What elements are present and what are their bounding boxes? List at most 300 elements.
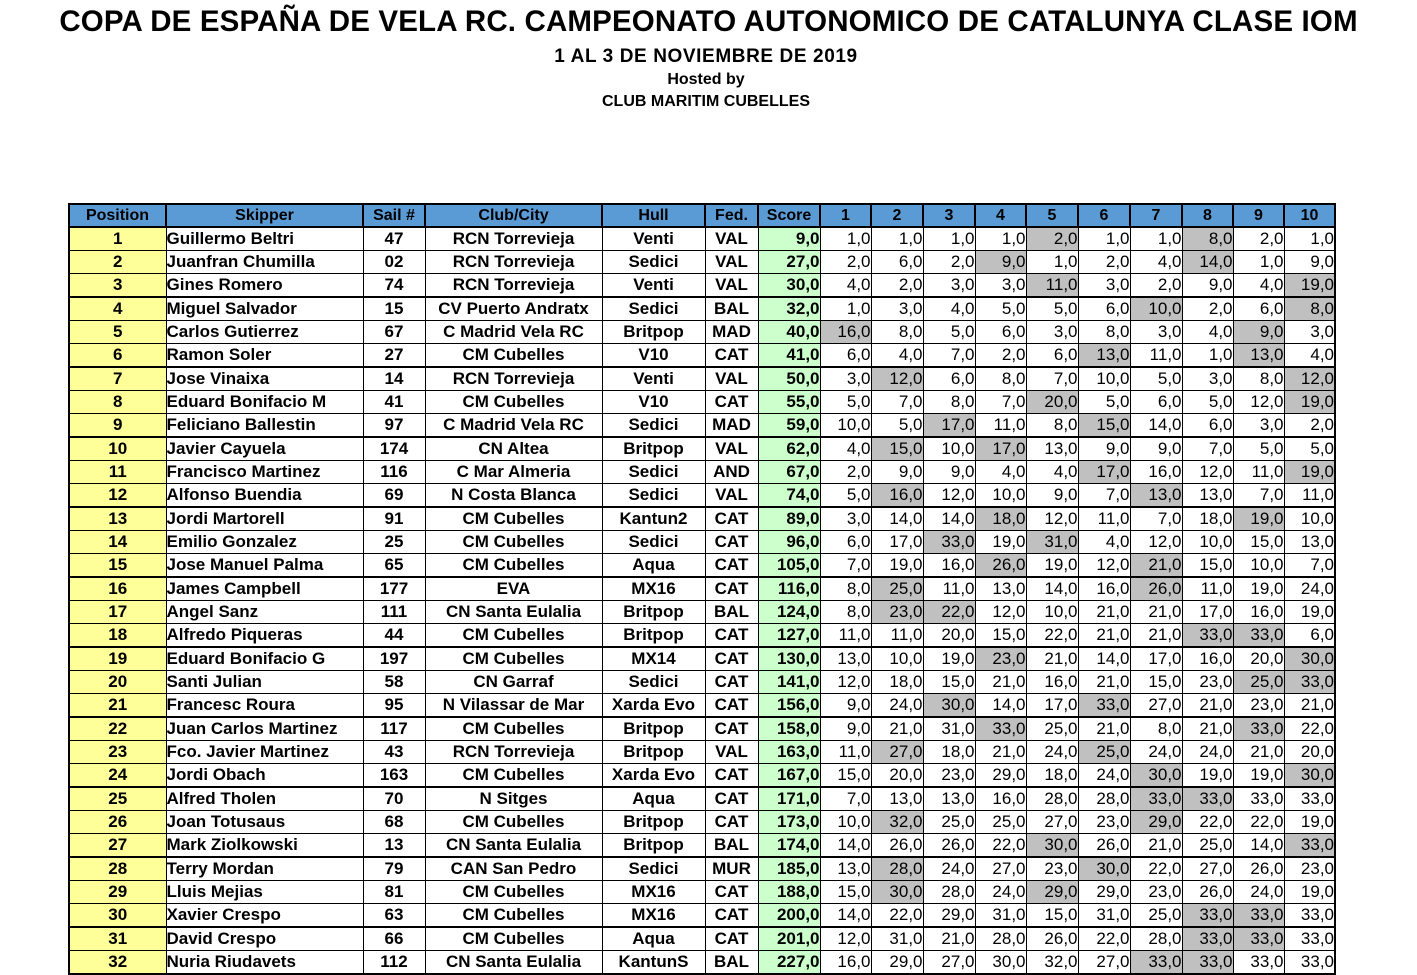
race-3-cell: 33,0	[923, 531, 975, 554]
position-cell: 21	[69, 694, 166, 718]
race-5-cell: 1,0	[1026, 251, 1078, 274]
race-6-cell: 21,0	[1078, 717, 1130, 741]
federation-cell: CAT	[705, 881, 758, 904]
skipper-cell: Francesc Roura	[166, 694, 363, 718]
score-cell: 188,0	[758, 881, 820, 904]
skipper-cell: David Crespo	[166, 927, 363, 951]
score-cell: 174,0	[758, 834, 820, 858]
race-3-cell: 7,0	[923, 344, 975, 368]
club-cell: CAN San Pedro	[425, 857, 602, 881]
sail-number-cell: 79	[363, 857, 425, 881]
race-5-cell: 18,0	[1026, 764, 1078, 788]
race-6-cell: 17,0	[1078, 461, 1130, 484]
col-header-race-2: 2	[871, 204, 923, 227]
race-2-cell: 26,0	[871, 834, 923, 858]
race-2-cell: 27,0	[871, 741, 923, 764]
race-10-cell: 13,0	[1284, 531, 1335, 554]
club-cell: CM Cubelles	[425, 811, 602, 834]
race-10-cell: 30,0	[1284, 764, 1335, 788]
sail-number-cell: 66	[363, 927, 425, 951]
col-header-fed: Fed.	[705, 204, 758, 227]
race-1-cell: 1,0	[820, 297, 871, 321]
race-5-cell: 11,0	[1026, 274, 1078, 298]
race-2-cell: 25,0	[871, 577, 923, 601]
score-cell: 130,0	[758, 647, 820, 671]
race-7-cell: 23,0	[1130, 881, 1182, 904]
race-6-cell: 33,0	[1078, 694, 1130, 718]
federation-cell: CAT	[705, 694, 758, 718]
position-cell: 11	[69, 461, 166, 484]
race-2-cell: 10,0	[871, 647, 923, 671]
table-row	[69, 367, 1335, 391]
race-7-cell: 10,0	[1130, 297, 1182, 321]
race-5-cell: 12,0	[1026, 507, 1078, 531]
skipper-cell: Francisco Martinez	[166, 461, 363, 484]
race-3-cell: 8,0	[923, 391, 975, 414]
skipper-cell: Guillermo Beltri	[166, 227, 363, 251]
table-row	[69, 927, 1335, 951]
position-cell: 13	[69, 507, 166, 531]
skipper-cell: Juanfran Chumilla	[166, 251, 363, 274]
race-1-cell: 7,0	[820, 787, 871, 811]
race-8-cell: 2,0	[1182, 297, 1233, 321]
skipper-cell: Emilio Gonzalez	[166, 531, 363, 554]
race-10-cell: 33,0	[1284, 927, 1335, 951]
col-header-score: Score	[758, 204, 820, 227]
race-8-cell: 24,0	[1182, 741, 1233, 764]
race-5-cell: 23,0	[1026, 857, 1078, 881]
race-7-cell: 3,0	[1130, 321, 1182, 344]
federation-cell: BAL	[705, 297, 758, 321]
race-4-cell: 33,0	[975, 717, 1026, 741]
race-4-cell: 12,0	[975, 601, 1026, 624]
race-3-cell: 26,0	[923, 834, 975, 858]
skipper-cell: Alfred Tholen	[166, 787, 363, 811]
club-cell: N Vilassar de Mar	[425, 694, 602, 718]
position-cell: 19	[69, 647, 166, 671]
race-1-cell: 13,0	[820, 647, 871, 671]
club-cell: CM Cubelles	[425, 507, 602, 531]
race-10-cell: 19,0	[1284, 461, 1335, 484]
race-10-cell: 8,0	[1284, 297, 1335, 321]
federation-cell: VAL	[705, 437, 758, 461]
table-row	[69, 811, 1335, 834]
hull-cell: MX14	[602, 647, 705, 671]
col-header-race-3: 3	[923, 204, 975, 227]
race-2-cell: 13,0	[871, 787, 923, 811]
race-2-cell: 11,0	[871, 624, 923, 648]
race-7-cell: 8,0	[1130, 717, 1182, 741]
federation-cell: VAL	[705, 227, 758, 251]
col-header-race-9: 9	[1233, 204, 1284, 227]
race-7-cell: 30,0	[1130, 764, 1182, 788]
club-cell: CM Cubelles	[425, 624, 602, 648]
race-5-cell: 10,0	[1026, 601, 1078, 624]
race-9-cell: 2,0	[1233, 227, 1284, 251]
race-7-cell: 13,0	[1130, 484, 1182, 508]
race-3-cell: 6,0	[923, 367, 975, 391]
club-cell: CM Cubelles	[425, 344, 602, 368]
race-6-cell: 4,0	[1078, 531, 1130, 554]
race-6-cell: 16,0	[1078, 577, 1130, 601]
race-2-cell: 16,0	[871, 484, 923, 508]
hull-cell: Venti	[602, 367, 705, 391]
race-7-cell: 17,0	[1130, 647, 1182, 671]
race-6-cell: 14,0	[1078, 647, 1130, 671]
race-10-cell: 33,0	[1284, 951, 1335, 975]
race-3-cell: 28,0	[923, 881, 975, 904]
race-3-cell: 13,0	[923, 787, 975, 811]
score-cell: 167,0	[758, 764, 820, 788]
skipper-cell: Carlos Gutierrez	[166, 321, 363, 344]
skipper-cell: Jordi Obach	[166, 764, 363, 788]
skipper-cell: Javier Cayuela	[166, 437, 363, 461]
federation-cell: CAT	[705, 624, 758, 648]
skipper-cell: Juan Carlos Martinez	[166, 717, 363, 741]
race-6-cell: 8,0	[1078, 321, 1130, 344]
race-2-cell: 22,0	[871, 904, 923, 928]
sail-number-cell: 58	[363, 671, 425, 694]
club-cell: CM Cubelles	[425, 927, 602, 951]
race-4-cell: 4,0	[975, 461, 1026, 484]
race-5-cell: 9,0	[1026, 484, 1078, 508]
race-9-cell: 33,0	[1233, 904, 1284, 928]
race-3-cell: 17,0	[923, 414, 975, 438]
table-row	[69, 601, 1335, 624]
race-3-cell: 11,0	[923, 577, 975, 601]
col-header-race-7: 7	[1130, 204, 1182, 227]
table-row	[69, 227, 1335, 251]
race-3-cell: 19,0	[923, 647, 975, 671]
hull-cell: Britpop	[602, 834, 705, 858]
hull-cell: Sedici	[602, 857, 705, 881]
race-4-cell: 24,0	[975, 881, 1026, 904]
race-2-cell: 29,0	[871, 951, 923, 975]
table-row	[69, 297, 1335, 321]
position-cell: 6	[69, 344, 166, 368]
race-3-cell: 4,0	[923, 297, 975, 321]
race-7-cell: 25,0	[1130, 904, 1182, 928]
race-2-cell: 19,0	[871, 554, 923, 578]
federation-cell: VAL	[705, 274, 758, 298]
race-6-cell: 7,0	[1078, 484, 1130, 508]
race-5-cell: 32,0	[1026, 951, 1078, 975]
col-header-race-8: 8	[1182, 204, 1233, 227]
race-2-cell: 18,0	[871, 671, 923, 694]
score-cell: 163,0	[758, 741, 820, 764]
race-5-cell: 15,0	[1026, 904, 1078, 928]
race-6-cell: 11,0	[1078, 507, 1130, 531]
race-4-cell: 27,0	[975, 857, 1026, 881]
position-cell: 3	[69, 274, 166, 298]
race-9-cell: 24,0	[1233, 881, 1284, 904]
race-7-cell: 33,0	[1130, 787, 1182, 811]
sail-number-cell: 163	[363, 764, 425, 788]
table-row	[69, 881, 1335, 904]
score-cell: 40,0	[758, 321, 820, 344]
sail-number-cell: 02	[363, 251, 425, 274]
race-1-cell: 14,0	[820, 834, 871, 858]
race-1-cell: 12,0	[820, 927, 871, 951]
race-4-cell: 21,0	[975, 671, 1026, 694]
club-cell: CN Garraf	[425, 671, 602, 694]
race-1-cell: 4,0	[820, 437, 871, 461]
race-9-cell: 16,0	[1233, 601, 1284, 624]
hull-cell: Sedici	[602, 531, 705, 554]
club-cell: EVA	[425, 577, 602, 601]
federation-cell: CAT	[705, 344, 758, 368]
score-cell: 9,0	[758, 227, 820, 251]
race-9-cell: 4,0	[1233, 274, 1284, 298]
race-10-cell: 7,0	[1284, 554, 1335, 578]
col-header-hull: Hull	[602, 204, 705, 227]
club-cell: CM Cubelles	[425, 904, 602, 928]
sail-number-cell: 81	[363, 881, 425, 904]
hull-cell: Britpop	[602, 624, 705, 648]
race-8-cell: 8,0	[1182, 227, 1233, 251]
race-7-cell: 11,0	[1130, 344, 1182, 368]
race-4-cell: 25,0	[975, 811, 1026, 834]
club-cell: CN Santa Eulalia	[425, 951, 602, 975]
score-cell: 105,0	[758, 554, 820, 578]
col-header-race-1: 1	[820, 204, 871, 227]
skipper-cell: Eduard Bonifacio G	[166, 647, 363, 671]
race-7-cell: 21,0	[1130, 601, 1182, 624]
table-row	[69, 787, 1335, 811]
skipper-cell: Lluis Mejias	[166, 881, 363, 904]
table-row	[69, 857, 1335, 881]
position-cell: 12	[69, 484, 166, 508]
race-9-cell: 33,0	[1233, 624, 1284, 648]
race-1-cell: 15,0	[820, 764, 871, 788]
federation-cell: CAT	[705, 577, 758, 601]
race-10-cell: 9,0	[1284, 251, 1335, 274]
race-9-cell: 33,0	[1233, 787, 1284, 811]
sail-number-cell: 70	[363, 787, 425, 811]
sail-number-cell: 91	[363, 507, 425, 531]
score-cell: 89,0	[758, 507, 820, 531]
federation-cell: CAT	[705, 787, 758, 811]
federation-cell: CAT	[705, 647, 758, 671]
hull-cell: Venti	[602, 227, 705, 251]
race-10-cell: 19,0	[1284, 601, 1335, 624]
race-1-cell: 4,0	[820, 274, 871, 298]
sail-number-cell: 95	[363, 694, 425, 718]
skipper-cell: Xavier Crespo	[166, 904, 363, 928]
race-9-cell: 1,0	[1233, 251, 1284, 274]
hull-cell: Britpop	[602, 741, 705, 764]
results-table	[68, 203, 1336, 975]
race-9-cell: 3,0	[1233, 414, 1284, 438]
race-1-cell: 9,0	[820, 717, 871, 741]
score-cell: 124,0	[758, 601, 820, 624]
skipper-cell: Jose Manuel Palma	[166, 554, 363, 578]
race-2-cell: 15,0	[871, 437, 923, 461]
race-7-cell: 28,0	[1130, 927, 1182, 951]
race-8-cell: 18,0	[1182, 507, 1233, 531]
race-4-cell: 13,0	[975, 577, 1026, 601]
race-1-cell: 10,0	[820, 414, 871, 438]
hull-cell: Britpop	[602, 717, 705, 741]
race-9-cell: 26,0	[1233, 857, 1284, 881]
event-dates: 1 AL 3 DE NOVIEMBRE DE 2019	[554, 46, 858, 67]
race-9-cell: 19,0	[1233, 577, 1284, 601]
race-3-cell: 23,0	[923, 764, 975, 788]
race-2-cell: 6,0	[871, 251, 923, 274]
skipper-cell: Miguel Salvador	[166, 297, 363, 321]
race-5-cell: 4,0	[1026, 461, 1078, 484]
race-3-cell: 2,0	[923, 251, 975, 274]
table-row	[69, 321, 1335, 344]
sail-number-cell: 112	[363, 951, 425, 975]
table-row	[69, 717, 1335, 741]
position-cell: 28	[69, 857, 166, 881]
results-body	[69, 227, 1335, 974]
race-6-cell: 30,0	[1078, 857, 1130, 881]
federation-cell: CAT	[705, 531, 758, 554]
race-10-cell: 33,0	[1284, 671, 1335, 694]
race-10-cell: 4,0	[1284, 344, 1335, 368]
hull-cell: Aqua	[602, 927, 705, 951]
club-cell: CN Santa Eulalia	[425, 834, 602, 858]
race-10-cell: 10,0	[1284, 507, 1335, 531]
race-6-cell: 5,0	[1078, 391, 1130, 414]
race-4-cell: 2,0	[975, 344, 1026, 368]
race-8-cell: 11,0	[1182, 577, 1233, 601]
race-1-cell: 8,0	[820, 577, 871, 601]
race-2-cell: 17,0	[871, 531, 923, 554]
race-6-cell: 2,0	[1078, 251, 1130, 274]
hull-cell: Sedici	[602, 414, 705, 438]
race-9-cell: 10,0	[1233, 554, 1284, 578]
race-8-cell: 33,0	[1182, 624, 1233, 648]
race-9-cell: 19,0	[1233, 764, 1284, 788]
race-6-cell: 21,0	[1078, 601, 1130, 624]
race-3-cell: 16,0	[923, 554, 975, 578]
hull-cell: MX16	[602, 881, 705, 904]
table-row	[69, 764, 1335, 788]
sail-number-cell: 63	[363, 904, 425, 928]
club-cell: CM Cubelles	[425, 531, 602, 554]
club-cell: CN Altea	[425, 437, 602, 461]
skipper-cell: Angel Sanz	[166, 601, 363, 624]
table-row	[69, 484, 1335, 508]
race-3-cell: 15,0	[923, 671, 975, 694]
race-5-cell: 2,0	[1026, 227, 1078, 251]
skipper-cell: Feliciano Ballestin	[166, 414, 363, 438]
hull-cell: Venti	[602, 274, 705, 298]
position-cell: 25	[69, 787, 166, 811]
hull-cell: KantunS	[602, 951, 705, 975]
race-6-cell: 29,0	[1078, 881, 1130, 904]
race-4-cell: 16,0	[975, 787, 1026, 811]
race-8-cell: 27,0	[1182, 857, 1233, 881]
race-3-cell: 21,0	[923, 927, 975, 951]
race-6-cell: 12,0	[1078, 554, 1130, 578]
race-4-cell: 19,0	[975, 531, 1026, 554]
position-cell: 31	[69, 927, 166, 951]
position-cell: 17	[69, 601, 166, 624]
race-6-cell: 23,0	[1078, 811, 1130, 834]
race-1-cell: 6,0	[820, 531, 871, 554]
col-header-race-6: 6	[1078, 204, 1130, 227]
federation-cell: CAT	[705, 904, 758, 928]
table-row	[69, 647, 1335, 671]
race-10-cell: 5,0	[1284, 437, 1335, 461]
sail-number-cell: 117	[363, 717, 425, 741]
position-cell: 32	[69, 951, 166, 975]
race-8-cell: 14,0	[1182, 251, 1233, 274]
race-3-cell: 27,0	[923, 951, 975, 975]
score-cell: 59,0	[758, 414, 820, 438]
race-10-cell: 22,0	[1284, 717, 1335, 741]
race-10-cell: 30,0	[1284, 647, 1335, 671]
table-row	[69, 951, 1335, 975]
score-cell: 96,0	[758, 531, 820, 554]
race-3-cell: 29,0	[923, 904, 975, 928]
race-4-cell: 28,0	[975, 927, 1026, 951]
race-1-cell: 16,0	[820, 321, 871, 344]
race-5-cell: 8,0	[1026, 414, 1078, 438]
race-8-cell: 7,0	[1182, 437, 1233, 461]
race-9-cell: 6,0	[1233, 297, 1284, 321]
page-title: COPA DE ESPAÑA DE VELA RC. CAMPEONATO AUTONOMICO DE CATALUNYA CLASE IOM	[59, 5, 1358, 38]
race-10-cell: 11,0	[1284, 484, 1335, 508]
col-header-position: Position	[69, 204, 166, 227]
race-7-cell: 7,0	[1130, 507, 1182, 531]
federation-cell: CAT	[705, 927, 758, 951]
race-5-cell: 24,0	[1026, 741, 1078, 764]
race-10-cell: 6,0	[1284, 624, 1335, 648]
sail-number-cell: 177	[363, 577, 425, 601]
hull-cell: Britpop	[602, 601, 705, 624]
skipper-cell: Fco. Javier Martinez	[166, 741, 363, 764]
race-8-cell: 4,0	[1182, 321, 1233, 344]
position-cell: 2	[69, 251, 166, 274]
federation-cell: CAT	[705, 764, 758, 788]
race-2-cell: 31,0	[871, 927, 923, 951]
race-5-cell: 25,0	[1026, 717, 1078, 741]
hull-cell: Sedici	[602, 461, 705, 484]
race-3-cell: 20,0	[923, 624, 975, 648]
club-cell: CM Cubelles	[425, 391, 602, 414]
race-3-cell: 12,0	[923, 484, 975, 508]
table-row	[69, 391, 1335, 414]
race-4-cell: 22,0	[975, 834, 1026, 858]
race-7-cell: 9,0	[1130, 437, 1182, 461]
race-4-cell: 5,0	[975, 297, 1026, 321]
race-8-cell: 9,0	[1182, 274, 1233, 298]
race-5-cell: 17,0	[1026, 694, 1078, 718]
race-2-cell: 30,0	[871, 881, 923, 904]
race-4-cell: 30,0	[975, 951, 1026, 975]
race-7-cell: 2,0	[1130, 274, 1182, 298]
table-row	[69, 671, 1335, 694]
race-10-cell: 1,0	[1284, 227, 1335, 251]
race-3-cell: 24,0	[923, 857, 975, 881]
skipper-cell: Joan Totusaus	[166, 811, 363, 834]
sail-number-cell: 47	[363, 227, 425, 251]
race-1-cell: 14,0	[820, 904, 871, 928]
score-cell: 141,0	[758, 671, 820, 694]
race-2-cell: 9,0	[871, 461, 923, 484]
race-6-cell: 9,0	[1078, 437, 1130, 461]
race-7-cell: 15,0	[1130, 671, 1182, 694]
hull-cell: Aqua	[602, 554, 705, 578]
race-3-cell: 9,0	[923, 461, 975, 484]
race-1-cell: 1,0	[820, 227, 871, 251]
race-8-cell: 25,0	[1182, 834, 1233, 858]
